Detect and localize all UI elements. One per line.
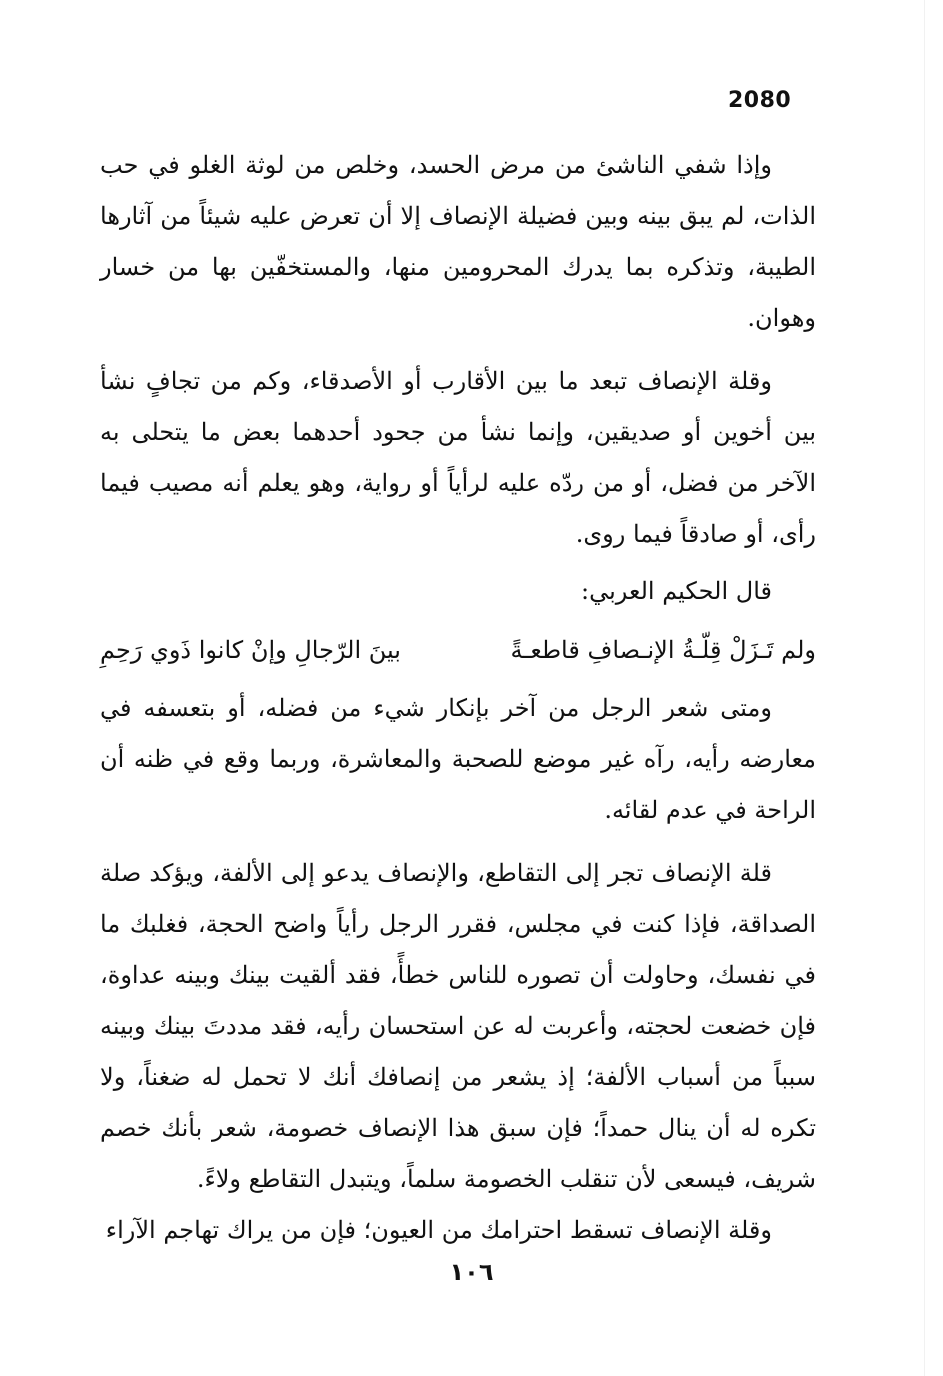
page-edge-line	[924, 0, 925, 1376]
verse-first-hemistich: ولم تَـزَلْ قِلّـةُ الإنـصافِ قاطعـةً	[510, 636, 816, 664]
paragraph-1: وإذا شفي الناشئ من مرض الحسد، وخلص من لوثة الغلو في حب الذات، لم يبق بينه وبين فضيلة الإنصاف إلا أن تعرض عليه شيئاً من آثارها الطيبة، وتذكره بما يدرك المحرومين منها، والمستخفّين بها من خسار وهوان.	[100, 151, 816, 332]
page-body	[100, 140, 816, 1256]
page-number: ١٠٦	[449, 1258, 494, 1286]
paragraph-4: وقلة الإنصاف تسقط احترامك من العيون؛ فإن من يراك تهاجم الآراء	[105, 1216, 772, 1244]
quote-intro: قال الحكيم العربي:	[581, 577, 772, 605]
paragraph-2: وقلة الإنصاف تبعد ما بين الأقارب أو الأصدقاء، وكم من تجافٍ نشأ بين أخوين أو صديقين، وإنما نشأ من جحود أحدهما بعض ما يتحلى به الآخر من فضل، أو من ردّه عليه لرأياً أو رواية، وهو يعلم أنه مصيب فيما رأى، أو صادقاً فيما روى.	[100, 367, 816, 548]
page-id-label: 2080	[728, 88, 792, 113]
poetry-verse	[100, 621, 816, 679]
paragraph-after-verse: ومتى شعر الرجل من آخر بإنكار شيء من فضله، أو بتعسفه في معارضه رأيه، رآه غير موضع للصحبة والمعاشرة، وربما وقع في ظنه أن الراحة في عدم لقائه.	[100, 694, 816, 824]
paragraph-3: قلة الإنصاف تجر إلى التقاطع، والإنصاف يدعو إلى الألفة، ويؤكد صلة الصداقة، فإذا كنت في مجلس، فقرر الرجل رأياً واضح الحجة، فغلبك ما في نفسك، وحاولت أن تصوره للناس خطأً، فقد ألقيت بينك وبينه عداوة، فإن خضعت لحجته، وأعربت له عن استحسان رأيه، فقد مددتَ بينك وبينه سبباً من أسباب الألفة؛ إذ يشعر من إنصافك أنك لا تحمل له ضغناً، ولا تكره له أن ينال حمداً؛ فإن سبق هذا الإنصاف خصومة، شعر بأنك خصم شريف، فيسعى لأن تنقلب الخصومة سلماً، ويتبدل التقاطع ولاءً.	[100, 859, 816, 1193]
verse-second-hemistich: بينَ الرّجالِ وإنْ كانوا ذَوي رَحِمِ	[100, 636, 401, 664]
